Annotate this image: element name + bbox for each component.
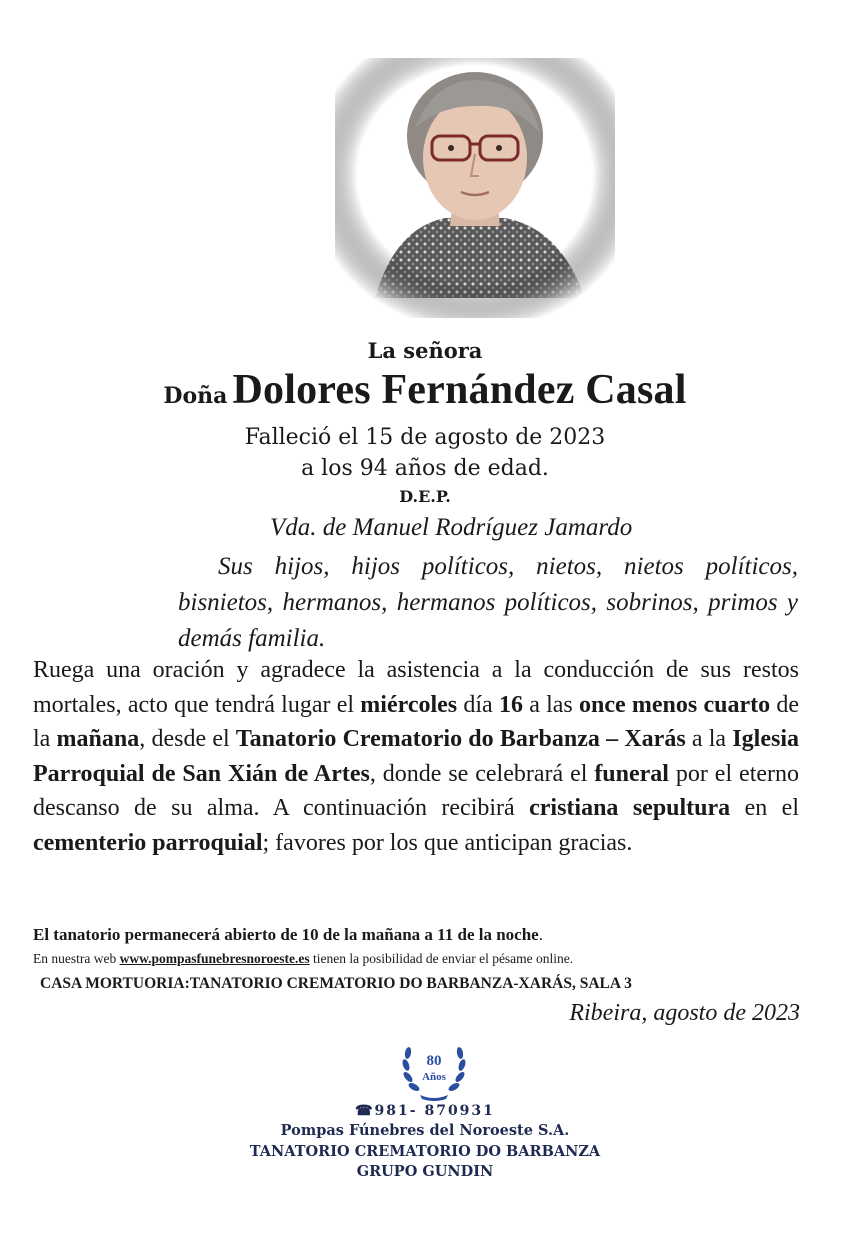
- honorific: La señora: [367, 338, 483, 363]
- body-bold: cementerio parroquial: [33, 829, 263, 856]
- body-text: a la: [685, 726, 733, 752]
- portrait-photo: [335, 58, 615, 318]
- widow-line: Vda. de Manuel Rodríguez Jamardo: [270, 514, 633, 541]
- place-date: Ribeira, agosto de 2023: [569, 1000, 800, 1026]
- deceased-name: Dolores Fernández Casal: [232, 367, 687, 413]
- death-date: Falleció el 15 de agosto de 2023: [244, 425, 606, 450]
- body-text: en el: [730, 795, 799, 821]
- body-bold: Iglesia Parroquial de San Xián de Artes: [33, 726, 799, 787]
- body-bold: funeral: [594, 760, 669, 787]
- logo-word: Años: [422, 1071, 446, 1083]
- group-name: GRUPO GUNDIN: [356, 1163, 494, 1180]
- phone-line: [0, 1103, 850, 1119]
- web-note-pre: En nuestra web: [33, 951, 120, 966]
- logo-number: 80: [426, 1053, 442, 1069]
- body-text: , desde el: [139, 726, 236, 752]
- tanatorio-hours: [33, 925, 803, 945]
- laurel-80-anos-logo: [396, 1035, 472, 1103]
- body-text: ; favores por los que anticipan gracias.: [262, 829, 633, 856]
- family-list: Sus hijos, hijos políticos, nietos, nietos políticos, bisnietos, hermanos, hermanos políticos, sobrinos, primos y demás familia.: [178, 553, 798, 652]
- body-text: Ruega una oración y agradece la asistencia a la conducción de sus restos mortales, acto que tendrá lugar el: [33, 657, 799, 718]
- body-bold: cristiana sepultura: [529, 795, 731, 821]
- body-text: por el eterno descanso de su alma. A continuación recibirá: [33, 760, 800, 821]
- web-condolence-note: [33, 951, 803, 967]
- body-bold: miércoles: [360, 691, 458, 718]
- body-text: , donde se celebrará el: [369, 760, 595, 787]
- body-text: de la: [33, 691, 799, 752]
- casa-mortuoria: CASA MORTUORIA:TANATORIO CREMATORIO DO BARBANZA-XARÁS, SALA 3: [40, 975, 632, 992]
- name-prefix: Doña: [163, 383, 228, 409]
- body-text: día: [457, 691, 499, 718]
- body-bold: Tanatorio Crematorio do Barbanza – Xarás: [235, 726, 686, 752]
- age-line: a los 94 años de edad.: [301, 456, 549, 481]
- body-bold: mañana: [56, 726, 140, 752]
- body-bold: once menos cuarto: [578, 691, 771, 718]
- company-name: Pompas Fúnebres del Noroeste S.A.: [280, 1122, 570, 1139]
- dep-mark: D.E.P.: [399, 487, 451, 506]
- tanatorio-name: TANATORIO CREMATORIO DO BARBANZA: [249, 1143, 601, 1160]
- hours-text: El tanatorio permanecerá abierto de 10 de la mañana a 11 de la noche: [33, 925, 539, 944]
- body-text: a las: [522, 691, 579, 718]
- hours-period: .: [538, 925, 543, 944]
- phone-icon: ☎: [355, 1103, 375, 1119]
- phone-number: 981- 870931: [374, 1103, 495, 1119]
- website-link[interactable]: www.pompasfunebresnoroeste.es: [119, 951, 310, 966]
- ceremony-announcement: [33, 653, 799, 860]
- deceased-name-line: [0, 366, 850, 414]
- web-note-post: tienen la posibilidad de enviar el pésame online.: [309, 951, 574, 966]
- body-bold: 16: [498, 691, 523, 718]
